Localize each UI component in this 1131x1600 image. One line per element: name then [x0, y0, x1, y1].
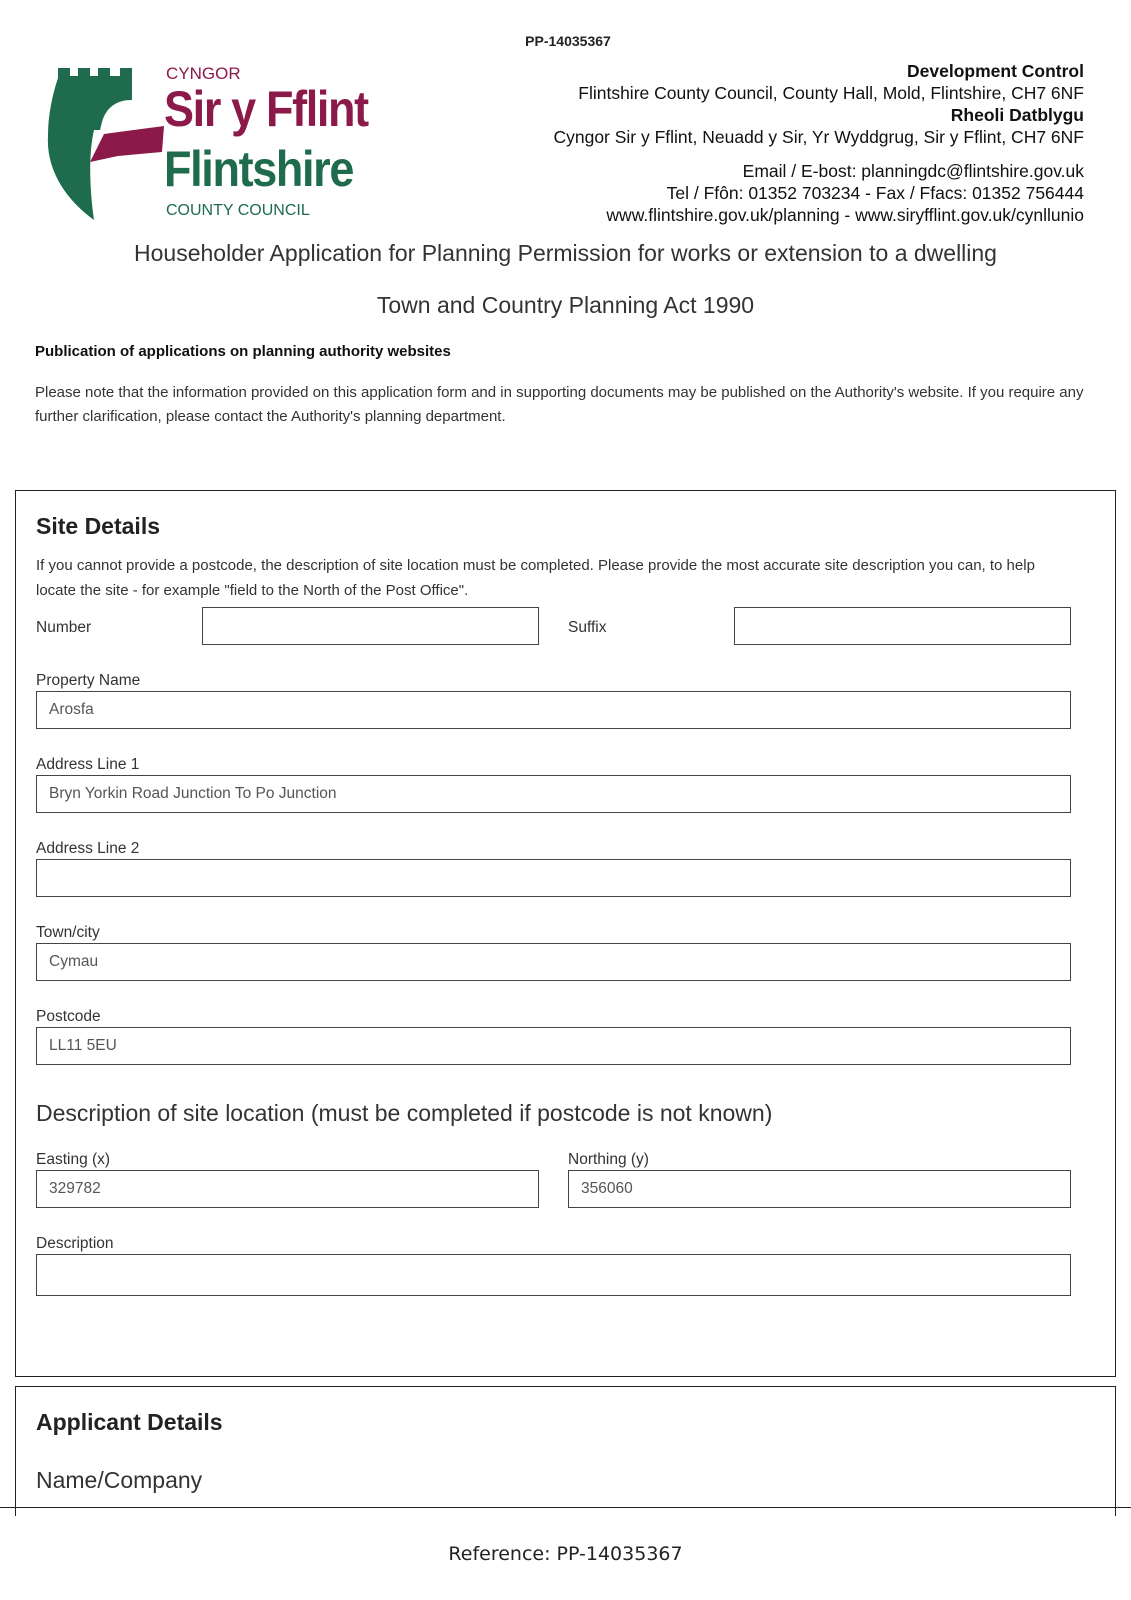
description-input[interactable] — [36, 1254, 1071, 1296]
description-label: Description — [36, 1235, 114, 1252]
logo-flintshire-text: Flintshire — [164, 141, 354, 197]
property-name-label: Property Name — [36, 672, 141, 689]
site-details-section — [15, 490, 1116, 1377]
publication-heading: Publication of applications on planning authority websites — [35, 343, 451, 360]
address-line-1-input[interactable]: Bryn Yorkin Road Junction To Po Junction — [36, 775, 1071, 813]
town-city-input[interactable]: Cymau — [36, 943, 1071, 981]
applicant-details-title: Applicant Details — [36, 1409, 223, 1435]
site-details-intro: If you cannot provide a postcode, the description of site location must be completed. Please provide the most accurate site description you can, to help locate the site - for example "field to the North of the Post Office". — [36, 557, 1035, 599]
publication-body: Please note that the information provided on this application form and in supporting documents may be published on the Authority's website. If you require any further clarification, please contact the Authority's planning department. — [35, 384, 1084, 425]
applicant-details-section — [15, 1386, 1116, 1516]
form-act: Town and Country Planning Act 1990 — [376, 292, 755, 318]
address-line-2-input[interactable] — [36, 859, 1071, 897]
postcode-input[interactable]: LL11 5EU — [36, 1027, 1071, 1065]
number-input[interactable] — [202, 607, 539, 645]
form-title: Householder Application for Planning Permission for works or extension to a dwelling — [134, 240, 997, 266]
suffix-input[interactable] — [734, 607, 1071, 645]
council-contact-block — [553, 60, 1084, 226]
address-en: Flintshire County Council, County Hall, Mold, Flintshire, CH7 6NF — [578, 83, 1084, 103]
name-company-label: Name/Company — [36, 1467, 203, 1493]
address-line-2-label: Address Line 2 — [36, 840, 140, 857]
number-label: Number — [36, 619, 92, 636]
footer-reference: Reference: PP-14035367 — [448, 1543, 683, 1565]
suffix-label: Suffix — [568, 619, 607, 636]
dept-name-cy: Rheoli Datblygu — [950, 105, 1084, 125]
northing-label: Northing (y) — [568, 1151, 649, 1168]
site-location-heading: Description of site location (must be completed if postcode is not known) — [36, 1100, 773, 1126]
postcode-label: Postcode — [36, 1008, 101, 1025]
document-reference-top: PP-14035367 — [525, 33, 611, 49]
logo-county-council-text: COUNTY COUNCIL — [166, 202, 310, 219]
contact-phone: Tel / Ffôn: 01352 703234 - Fax / Ffacs: 01352 756444 — [666, 183, 1084, 203]
address-cy: Cyngor Sir y Fflint, Neuadd y Sir, Yr Wyddgrug, Sir y Fflint, CH7 6NF — [553, 127, 1084, 147]
flintshire-logo — [44, 60, 404, 230]
contact-web: www.flintshire.gov.uk/planning - www.siryfflint.gov.uk/cynllunio — [606, 205, 1084, 225]
northing-input[interactable]: 356060 — [568, 1170, 1071, 1208]
logo-sir-y-fflint-text: Sir y Fflint — [164, 81, 368, 137]
address-line-1-label: Address Line 1 — [36, 756, 140, 773]
easting-label: Easting (x) — [36, 1151, 111, 1168]
contact-email: Email / E-bost: planningdc@flintshire.gov.uk — [742, 161, 1084, 181]
site-details-title: Site Details — [36, 513, 160, 539]
footer-divider — [0, 1507, 1131, 1508]
property-name-input[interactable]: Arosfa — [36, 691, 1071, 729]
town-city-label: Town/city — [36, 924, 100, 941]
dept-name-en: Development Control — [907, 61, 1084, 81]
easting-input[interactable]: 329782 — [36, 1170, 539, 1208]
logo-cyngor-text: CYNGOR — [166, 64, 241, 83]
